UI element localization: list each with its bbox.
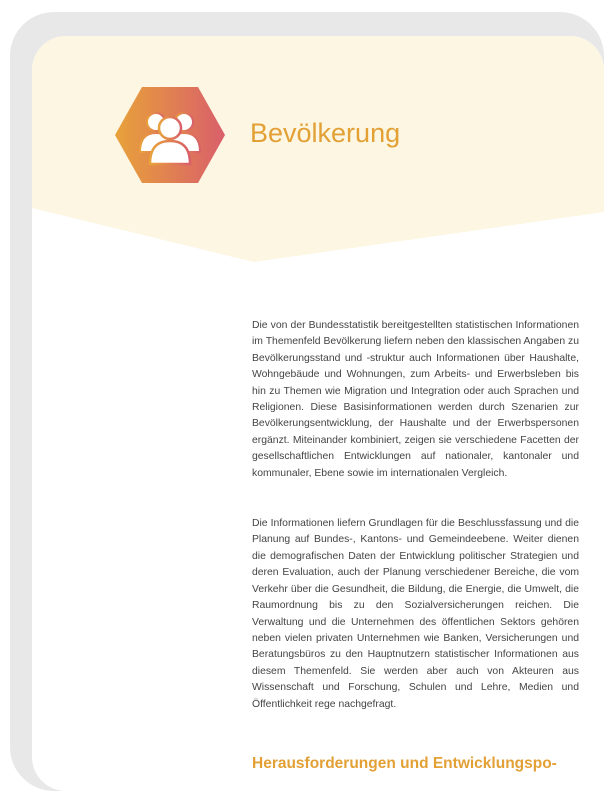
people-group-icon [114, 86, 226, 184]
paragraph-usage: Die Informationen liefern Grundlagen für die Beschlussfassung und die Planung auf Bundes-, Kantons- und Gemeindeebene. Weiter dienen die demografischen Daten der Entwicklung politischer Strategien und deren Evaluation, auch der Planung verschiedener Bereiche, die vom Verkehr über die Gesundheit, die Bildung, die Energie, die Umwelt, die Raumordnung bis zu den Sozialversicherungen reichen. Die Verwaltung und die Unternehmen des öffentlichen Sektors gehören neben vielen privaten Unternehmen wie Banken, Versicherungen und Beratungsbüros zu den Hauptnutzern statistischer Informationen aus diesem Themenfeld. Sie werden aber auch von Akteuren aus Wissenschaft und Forschung, Schulen und Lehre, Medien und Öffentlichkeit rege nachgefragt. [252, 518, 579, 710]
page-title: Bevölkerung [250, 118, 401, 148]
section-heading: Herausforderungen und Entwicklungspo- [252, 755, 557, 772]
body-text [252, 318, 579, 747]
paragraph-intro: Die von der Bundesstatistik bereitgestellten statistischen Informationen im Themenfeld Bevölkerung liefern neben den klassischen Angaben zu Bevölkerungsstand und -struktur auch Informationen über Haushalte, Wohngebäude und Wohnungen, zum Arbeits- und Erwerbsleben bis hin zu Themen wie Migration und Integration oder auch Sprachen und Religionen. Diese Basisinformationen werden durch Szenarien zur Bevölkerungsentwicklung, der Haushalte und der Erwerbspersonen ergänzt. Miteinander kombiniert, zeigen sie verschiedene Facetten der gesellschaftlichen Entwicklungen auf nationaler, kantonaler und kommunaler, Ebene sowie im internationalen Vergleich. [252, 320, 579, 479]
page-sheet [32, 36, 604, 791]
page-frame [10, 12, 604, 791]
